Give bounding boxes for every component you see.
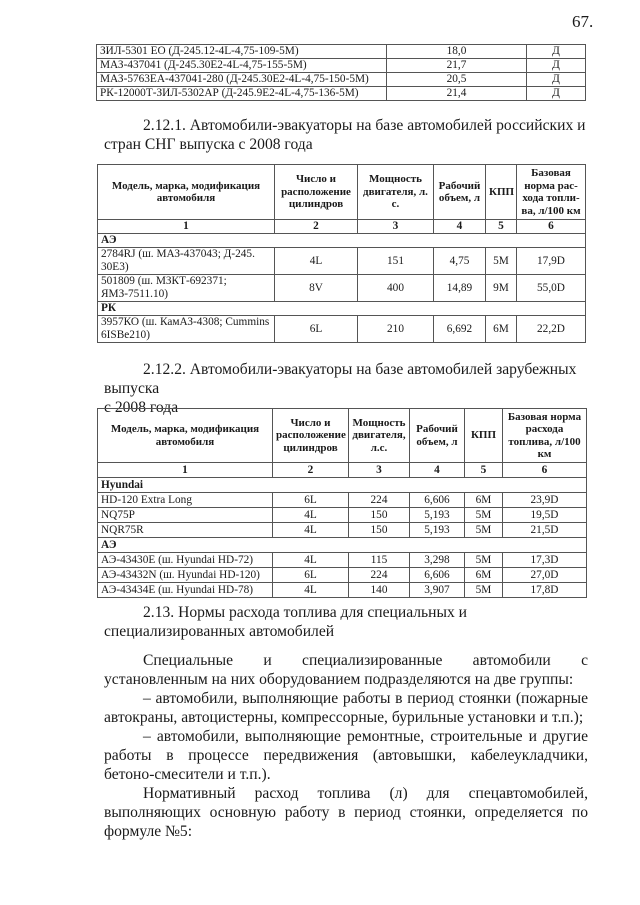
heading-line: 2.12.1. Автомобили-эвакуаторы на базе автомобилей российских и: [143, 117, 586, 134]
section-2-12-1-heading: [104, 116, 588, 154]
power-cell: 140: [349, 583, 410, 598]
tow-trucks-foreign-table: [97, 408, 587, 598]
table-row: [98, 508, 587, 523]
group-row: [98, 478, 587, 493]
column-header: Мощность двигателя, л.с.: [349, 409, 410, 463]
column-number: 3: [349, 463, 410, 478]
column-number: 1: [98, 220, 275, 234]
column-number: 3: [358, 220, 434, 234]
volume-cell: 3,907: [410, 583, 465, 598]
fuel-type-cell: Д: [527, 73, 586, 87]
heading-line: с 2008 года: [104, 399, 179, 416]
column-number: 4: [434, 220, 486, 234]
column-header: Число и расположение цилиндров: [275, 165, 358, 220]
norm-cell: 21,7: [387, 59, 527, 73]
model-cell: 501809 (ш. МЗКТ-692371; ЯМЗ-7511.10): [98, 275, 275, 302]
table-row: [98, 568, 587, 583]
gearbox-cell: 9M: [486, 275, 517, 302]
model-cell: АЭ-43432N (ш. Hyundai HD-120): [98, 568, 273, 583]
fuel-type-cell: Д: [527, 45, 586, 59]
fuel-norm-cell: 55,0D: [517, 275, 586, 302]
power-cell: 150: [349, 523, 410, 538]
model-cell: АЭ-43434Е (ш. Hyundai HD-78): [98, 583, 273, 598]
gearbox-cell: 6M: [465, 568, 503, 583]
table-row: [97, 87, 586, 101]
section-2-13-heading: [104, 603, 588, 641]
power-cell: 150: [349, 508, 410, 523]
volume-cell: 3,298: [410, 553, 465, 568]
column-header: Рабочий объем, л: [434, 165, 486, 220]
table-row: [98, 553, 587, 568]
column-number: 4: [410, 463, 465, 478]
column-header: Мощность двигателя, л. с.: [358, 165, 434, 220]
volume-cell: 4,75: [434, 248, 486, 275]
fuel-norm-cell: 17,8D: [503, 583, 587, 598]
fuel-norm-cell: 17,3D: [503, 553, 587, 568]
norm-cell: 18,0: [387, 45, 527, 59]
tow-trucks-russian-table: [97, 164, 586, 343]
column-number: 1: [98, 463, 273, 478]
model-cell: 3957КО (ш. КамАЗ-4308; Cummins 6ISBe210): [98, 316, 275, 343]
fuel-norm-cell: 23,9D: [503, 493, 587, 508]
column-number: 5: [486, 220, 517, 234]
heading-line: 2.12.2. Автомобили-эвакуаторы на базе автомобилей зарубежных выпуска: [104, 361, 577, 397]
fuel-norm-cell: 27,0D: [503, 568, 587, 583]
column-header: КПП: [465, 409, 503, 463]
group-label: АЭ: [98, 234, 586, 248]
cylinders-cell: 6L: [273, 568, 349, 583]
heading-line: специализированных автомобилей: [104, 623, 335, 640]
cylinders-cell: 4L: [275, 248, 358, 275]
column-number-row: [98, 463, 587, 478]
power-cell: 224: [349, 493, 410, 508]
column-header: Модель, марка, модификация автомобиля: [98, 165, 275, 220]
volume-cell: 14,89: [434, 275, 486, 302]
model-cell: РК-12000Т-ЗИЛ-5302АР (Д-245.9Е2-4L-4,75-136-5M): [97, 87, 387, 101]
fuel-type-cell: Д: [527, 59, 586, 73]
list-item: – автомобили, выполняющие ремонтные, строительные и другие работы в процессе передвижения (автовышки, кабелеукладчики, бетоно-смесители и т.п.).: [104, 728, 588, 783]
model-cell: АЭ-43430Е (ш. Hyundai HD-72): [98, 553, 273, 568]
table-row: [97, 73, 586, 87]
column-header: Базовая норма рас-хода топли-ва, л/100 км: [517, 165, 586, 220]
cylinders-cell: 4L: [273, 553, 349, 568]
table-row: [97, 45, 586, 59]
table-row: [98, 275, 586, 302]
page-number: 67.: [572, 12, 594, 31]
norm-cell: 21,4: [387, 87, 527, 101]
section-2-13-body: [104, 651, 588, 841]
power-cell: 224: [349, 568, 410, 583]
cylinders-cell: 8V: [275, 275, 358, 302]
power-cell: 400: [358, 275, 434, 302]
table-row: [98, 316, 586, 343]
gearbox-cell: 6M: [465, 493, 503, 508]
gearbox-cell: 5M: [465, 508, 503, 523]
model-cell: NQ75P: [98, 508, 273, 523]
power-cell: 151: [358, 248, 434, 275]
model-cell: 2784RJ (ш. МАЗ-437043; Д-245. 30Е3): [98, 248, 275, 275]
norm-cell: 20,5: [387, 73, 527, 87]
fuel-norm-cell: 19,5D: [503, 508, 587, 523]
group-row: [98, 538, 587, 553]
fuel-type-cell: Д: [527, 87, 586, 101]
volume-cell: 6,692: [434, 316, 486, 343]
volume-cell: 6,606: [410, 493, 465, 508]
cylinders-cell: 4L: [273, 508, 349, 523]
model-cell: МАЗ-437041 (Д-245.30Е2-4L-4,75-155-5M): [97, 59, 387, 73]
table-row: [98, 248, 586, 275]
volume-cell: 6,606: [410, 568, 465, 583]
column-header: Базовая норма расхода топлива, л/100 км: [503, 409, 587, 463]
column-number-row: [98, 220, 586, 234]
gearbox-cell: 6M: [486, 316, 517, 343]
gearbox-cell: 5M: [486, 248, 517, 275]
gearbox-cell: 5M: [465, 583, 503, 598]
column-number: 5: [465, 463, 503, 478]
power-cell: 115: [349, 553, 410, 568]
volume-cell: 5,193: [410, 523, 465, 538]
heading-line: 2.13. Нормы расхода топлива для специальных и: [143, 604, 468, 621]
column-header: Модель, марка, модификация автомобиля: [98, 409, 273, 463]
model-cell: ЗИЛ-5301 ЕО (Д-245.12-4L-4,75-109-5M): [97, 45, 387, 59]
gearbox-cell: 5M: [465, 523, 503, 538]
group-label: АЭ: [98, 538, 587, 553]
volume-cell: 5,193: [410, 508, 465, 523]
column-header: КПП: [486, 165, 517, 220]
table-row: [98, 523, 587, 538]
power-cell: 210: [358, 316, 434, 343]
table-row: [98, 583, 587, 598]
column-header: Число и расположение цилиндров: [273, 409, 349, 463]
group-label: РК: [98, 302, 586, 316]
cylinders-cell: 4L: [273, 583, 349, 598]
fuel-norm-cell: 22,2D: [517, 316, 586, 343]
model-cell: HD-120 Extra Long: [98, 493, 273, 508]
fuel-norm-cell: 17,9D: [517, 248, 586, 275]
paragraph: Нормативный расход топлива (л) для спецавтомобилей, выполняющих основную работу в период стоянки, определяется по формуле №5:: [104, 785, 588, 840]
model-cell: МАЗ-5763ЕА-437041-280 (Д-245.30Е2-4L-4,75-150-5M): [97, 73, 387, 87]
continuation-table: [96, 44, 586, 101]
table-row: [98, 493, 587, 508]
cylinders-cell: 6L: [273, 493, 349, 508]
list-item: – автомобили, выполняющие работы в период стоянки (пожарные автокраны, автоцистерны, компрессорные, бурильные установки и т.п.);: [104, 690, 588, 726]
model-cell: NQR75R: [98, 523, 273, 538]
column-number: 6: [503, 463, 587, 478]
column-number: 6: [517, 220, 586, 234]
fuel-norm-cell: 21,5D: [503, 523, 587, 538]
column-number: 2: [275, 220, 358, 234]
paragraph: Специальные и специализированные автомобили с установленным на них оборудованием подразделяются на две группы:: [104, 652, 588, 688]
group-row: [98, 302, 586, 316]
cylinders-cell: 4L: [273, 523, 349, 538]
column-number: 2: [273, 463, 349, 478]
group-row: [98, 234, 586, 248]
heading-line: стран СНГ выпуска с 2008 года: [104, 136, 313, 153]
column-header: Рабочий объем, л: [410, 409, 465, 463]
table-row: [97, 59, 586, 73]
gearbox-cell: 5M: [465, 553, 503, 568]
group-label: Hyundai: [98, 478, 587, 493]
cylinders-cell: 6L: [275, 316, 358, 343]
